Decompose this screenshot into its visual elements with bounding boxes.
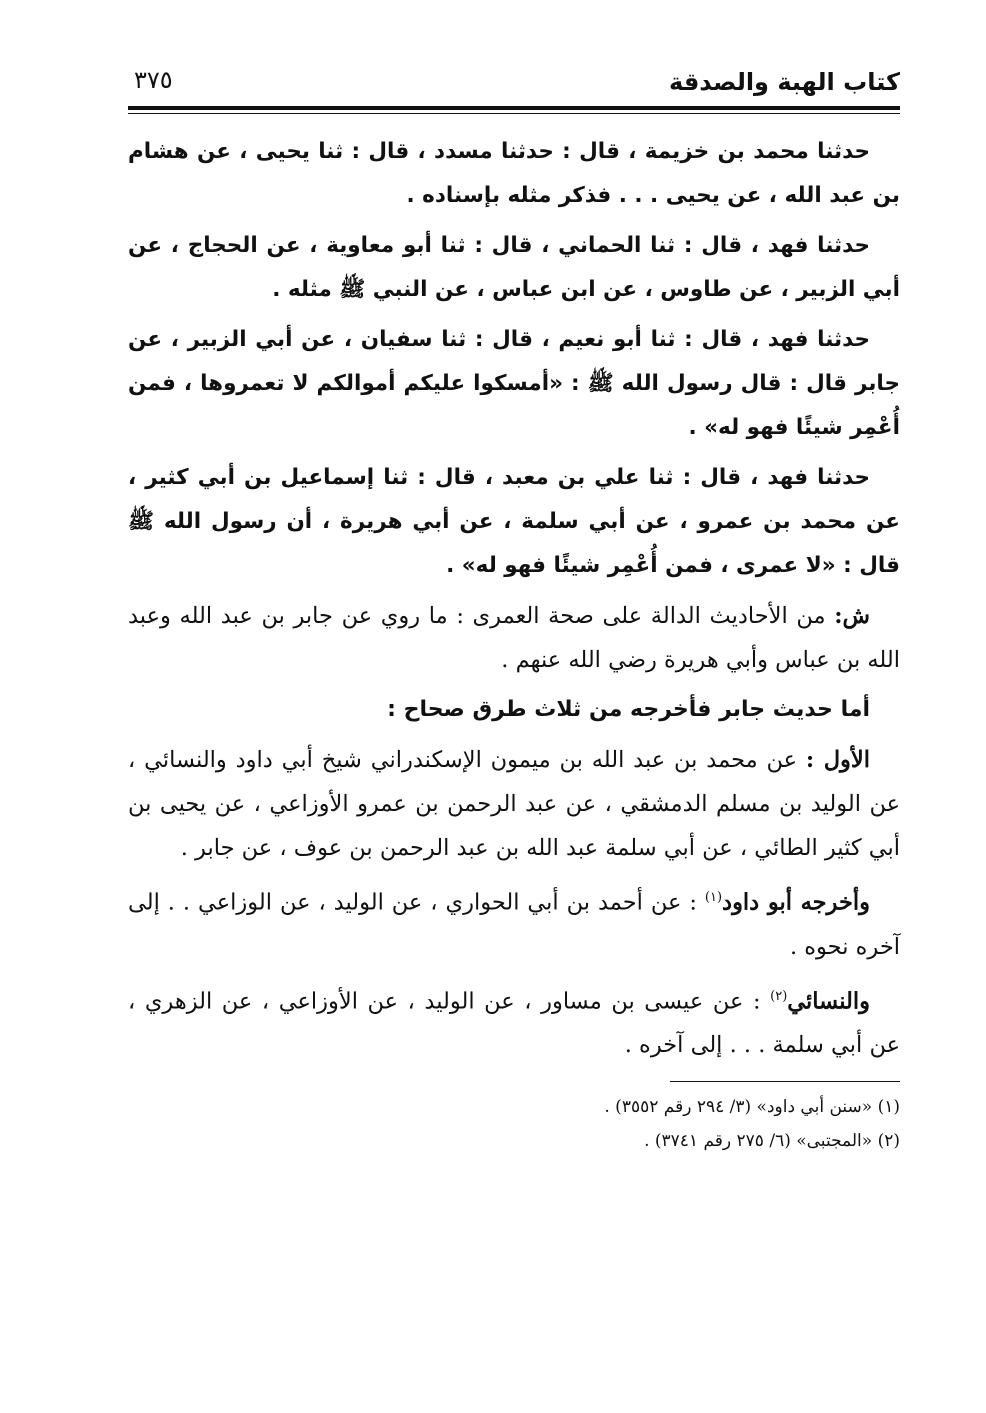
hadith-paragraph-3: حدثنا فهد ، قال : ثنا أبو نعيم ، قال : ثنا سفيان ، عن أبي الزبير ، عن جابر قال : قال رسول الله ﷺ : «أمسكوا عليكم أموالكم لا تعمروها ، فمن أُعْمِر شيئًا فهو له» .: [128, 327, 900, 440]
hadith-paragraph-2: حدثنا فهد ، قال : ثنا الحماني ، قال : ثنا أبو معاوية ، عن الحجاج ، عن أبي الزبير ، عن طاوس ، عن ابن عباس ، عن النبي ﷺ مثله .: [128, 233, 900, 302]
footnote-ref-1: (١): [704, 890, 723, 905]
commentary-text: من الأحاديث الدالة على صحة العمرى : ما روي عن جابر بن عبد الله وعبد الله بن عباس وأبي هريرة رضي الله عنهم .: [128, 603, 900, 673]
commentary-paragraph: [128, 594, 900, 682]
header-rule-thick: [128, 106, 900, 110]
footnote-2: (٢) «المجتبى» (٦/ ٢٧٥ رقم ٣٧٤١) .: [644, 1131, 900, 1151]
hadith-paragraph-4: حدثنا فهد ، قال : ثنا علي بن معبد ، قال : ثنا إسماعيل بن أبي كثير ، عن محمد بن عمرو ، عن أبي سلمة ، عن أبي هريرة ، أن رسول الله ﷺ قال : «لا عمرى ، فمن أُعْمِر شيئًا فهو له» .: [128, 465, 900, 578]
section-heading: أما حديث جابر فأخرجه من ثلاث طرق صحاح :: [387, 697, 870, 722]
page-body: [128, 130, 900, 1158]
hadith-paragraph-1: حدثنا محمد بن خزيمة ، قال : حدثنا مسدد ، قال : ثنا يحيى ، عن هشام بن عبد الله ، عن يحيى . . . فذكر مثله بإسناده .: [128, 139, 900, 208]
header-rule-thin: [128, 113, 900, 114]
abu-dawud-text: : عن أحمد بن أبي الحواري ، عن الوليد ، عن الوزاعي . . إلى آخره نحوه .: [128, 889, 900, 960]
footnote-separator: [670, 1081, 900, 1082]
first-route-lead: الأول :: [805, 747, 870, 773]
nasai-lead: والنسائي: [787, 988, 870, 1014]
footnote-ref-2: (٢): [770, 988, 788, 1004]
page-header: [128, 60, 900, 106]
footnote-1: (١) «سنن أبي داود» (٣/ ٢٩٤ رقم ٣٥٥٢) .: [604, 1097, 900, 1117]
commentary-lead: ش:: [834, 603, 870, 629]
book-page: [128, 60, 900, 1360]
first-route-text: عن محمد بن عبد الله بن ميمون الإسكندراني شيخ أبي داود والنسائي ، عن الوليد بن مسلم الدمشقي ، عن عبد الرحمن بن عمرو الأوزاعي ، عن يحيى بن أبي كثير الطائي ، عن أبي سلمة عبد الله بن عبد الرحمن بن عوف ، عن جابر .: [128, 747, 900, 861]
abu-dawud-lead: وأخرجه أبو داود: [722, 889, 870, 916]
first-route-paragraph: [128, 738, 900, 870]
running-title: كتاب الهبة والصدقة: [669, 68, 900, 96]
nasai-text: : عن عيسى بن مساور ، عن الوليد ، عن الأوزاعي ، عن الزهري ، عن أبي سلمة . . . إلى آخره .: [128, 988, 900, 1058]
page-number: ٣٧٥: [134, 66, 173, 94]
nasai-paragraph: [128, 975, 900, 1068]
abu-dawud-paragraph: [128, 876, 900, 969]
